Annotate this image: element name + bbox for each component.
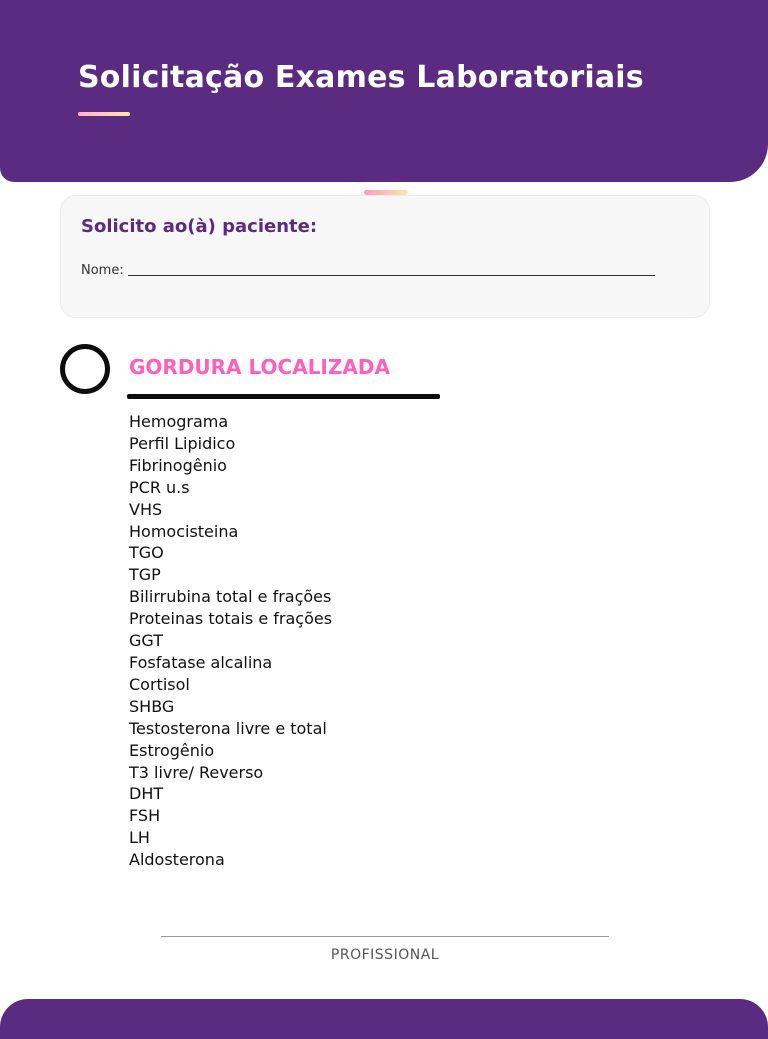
signature-label: PROFISSIONAL — [330, 947, 440, 963]
title-accent-bar — [78, 112, 130, 116]
exam-item: LH — [129, 828, 150, 848]
exam-item: SHBG — [129, 696, 175, 716]
name-field-row — [81, 263, 655, 278]
header-banner — [0, 0, 768, 182]
exam-item: Testosterona livre e total — [129, 718, 327, 738]
exam-item: Estrogênio — [129, 740, 215, 760]
patient-card — [60, 195, 710, 318]
exam-item: TGO — [129, 543, 164, 563]
name-label: Nome: — [81, 263, 124, 278]
exam-item: T3 livre/ Reverso — [129, 762, 264, 782]
exam-item: Proteinas totais e frações — [129, 609, 333, 629]
footer-banner — [0, 999, 768, 1039]
patient-heading: Solicito ao(à) paciente: — [81, 216, 318, 237]
exam-item: Fibrinogênio — [129, 455, 227, 475]
exam-item: TGP — [129, 565, 161, 585]
exam-item: Fosfatase alcalina — [129, 652, 273, 672]
signature-line — [161, 936, 609, 937]
page-title: Solicitação Exames Laboratoriais — [78, 60, 644, 95]
exam-item: Cortisol — [129, 674, 190, 694]
name-blank-line[interactable] — [128, 275, 655, 276]
section-checkbox[interactable] — [60, 344, 110, 394]
exam-item: VHS — [129, 499, 163, 519]
exam-item: PCR u.s — [129, 477, 190, 497]
exam-item: Homocisteina — [129, 521, 239, 541]
exam-item: FSH — [129, 806, 161, 826]
exam-item: DHT — [129, 784, 164, 804]
exam-item: Perfil Lipidico — [129, 433, 236, 453]
section-divider — [127, 394, 440, 399]
section-title: GORDURA LOCALIZADA — [129, 355, 390, 379]
exam-item: Bilirrubina total e frações — [129, 587, 332, 607]
exam-item: Hemograma — [129, 412, 229, 431]
exam-list — [129, 411, 332, 871]
exam-item: Aldosterona — [129, 850, 225, 870]
exam-item: GGT — [129, 631, 163, 651]
